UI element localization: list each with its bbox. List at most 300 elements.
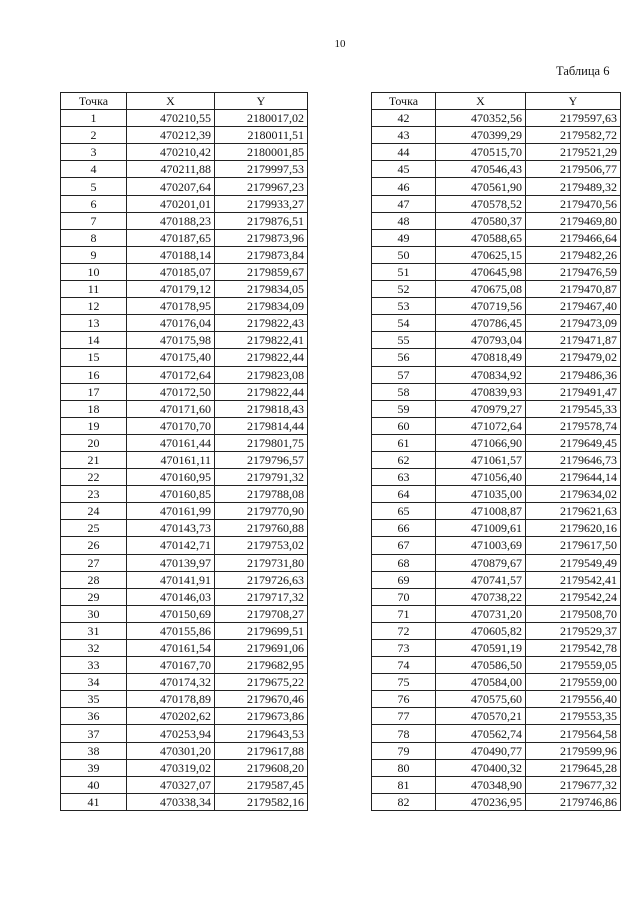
table-row (372, 571, 621, 588)
y-coordinate-cell: 2179545,33 (526, 400, 621, 417)
y-coordinate-cell: 2179466,64 (526, 229, 621, 246)
point-number-cell: 65 (372, 503, 436, 520)
x-coordinate-cell: 470327,07 (127, 776, 215, 793)
point-number-cell: 42 (372, 110, 436, 127)
point-number-cell: 81 (372, 776, 436, 793)
table-row (61, 127, 308, 144)
y-coordinate-cell: 2179564,58 (526, 725, 621, 742)
point-number-cell: 61 (372, 434, 436, 451)
point-number-cell: 72 (372, 622, 436, 639)
x-coordinate-cell: 471066,90 (436, 434, 526, 451)
point-number-cell: 77 (372, 708, 436, 725)
y-coordinate-cell: 2179876,51 (215, 212, 308, 229)
table-row (61, 605, 308, 622)
point-number-cell: 14 (61, 332, 127, 349)
point-number-cell: 2 (61, 127, 127, 144)
y-coordinate-cell: 2179788,08 (215, 486, 308, 503)
point-number-cell: 58 (372, 383, 436, 400)
point-number-cell: 56 (372, 349, 436, 366)
y-coordinate-cell: 2179473,09 (526, 315, 621, 332)
table-row (61, 554, 308, 571)
point-number-cell: 48 (372, 212, 436, 229)
x-coordinate-cell: 470161,54 (127, 640, 215, 657)
table-row (372, 161, 621, 178)
y-coordinate-cell: 2179634,02 (526, 486, 621, 503)
y-coordinate-cell: 2179621,63 (526, 503, 621, 520)
x-coordinate-cell: 470142,71 (127, 537, 215, 554)
table-row (372, 605, 621, 622)
point-number-cell: 63 (372, 469, 436, 486)
x-coordinate-cell: 470150,69 (127, 605, 215, 622)
table-row (61, 246, 308, 263)
table-row (61, 298, 308, 315)
y-coordinate-cell: 2179933,27 (215, 195, 308, 212)
point-number-cell: 10 (61, 263, 127, 280)
y-coordinate-cell: 2179699,51 (215, 622, 308, 639)
point-number-cell: 70 (372, 588, 436, 605)
y-coordinate-cell: 2179859,67 (215, 263, 308, 280)
x-coordinate-cell: 470170,70 (127, 417, 215, 434)
y-coordinate-cell: 2179677,32 (526, 776, 621, 793)
x-coordinate-cell: 470570,21 (436, 708, 526, 725)
x-coordinate-cell: 470575,60 (436, 691, 526, 708)
point-number-cell: 4 (61, 161, 127, 178)
x-coordinate-cell: 470591,19 (436, 640, 526, 657)
point-number-cell: 73 (372, 640, 436, 657)
table-row (372, 657, 621, 674)
table-row (61, 708, 308, 725)
table-row (61, 366, 308, 383)
y-coordinate-cell: 2179873,84 (215, 246, 308, 263)
x-coordinate-cell: 470207,64 (127, 178, 215, 195)
table-row (372, 725, 621, 742)
point-number-cell: 6 (61, 195, 127, 212)
point-number-cell: 66 (372, 520, 436, 537)
y-coordinate-cell: 2179746,86 (526, 793, 621, 810)
y-coordinate-cell: 2179582,72 (526, 127, 621, 144)
y-coordinate-cell: 2179645,28 (526, 759, 621, 776)
table-row (372, 281, 621, 298)
table-row (61, 622, 308, 639)
y-coordinate-cell: 2179997,53 (215, 161, 308, 178)
point-number-cell: 41 (61, 793, 127, 810)
y-coordinate-cell: 2179967,23 (215, 178, 308, 195)
y-coordinate-cell: 2179670,46 (215, 691, 308, 708)
x-coordinate-cell: 470319,02 (127, 759, 215, 776)
table-row (372, 298, 621, 315)
y-coordinate-cell: 2179818,43 (215, 400, 308, 417)
x-coordinate-cell: 470979,27 (436, 400, 526, 417)
x-coordinate-cell: 470588,65 (436, 229, 526, 246)
x-coordinate-cell: 470139,97 (127, 554, 215, 571)
x-coordinate-cell: 470834,92 (436, 366, 526, 383)
point-number-cell: 29 (61, 588, 127, 605)
x-coordinate-cell: 470188,23 (127, 212, 215, 229)
table-row (61, 417, 308, 434)
x-coordinate-cell: 470178,95 (127, 298, 215, 315)
y-coordinate-cell: 2179649,45 (526, 434, 621, 451)
table-row (372, 537, 621, 554)
table-row (372, 195, 621, 212)
y-coordinate-cell: 2179582,16 (215, 793, 308, 810)
table-row (372, 554, 621, 571)
point-number-cell: 51 (372, 263, 436, 280)
table-row (372, 383, 621, 400)
y-coordinate-cell: 2179791,32 (215, 469, 308, 486)
y-coordinate-cell: 2179643,53 (215, 725, 308, 742)
point-number-cell: 46 (372, 178, 436, 195)
point-number-cell: 36 (61, 708, 127, 725)
x-coordinate-cell: 470141,91 (127, 571, 215, 588)
point-number-cell: 32 (61, 640, 127, 657)
point-number-cell: 26 (61, 537, 127, 554)
table-row (372, 776, 621, 793)
point-number-cell: 40 (61, 776, 127, 793)
table-row (372, 793, 621, 810)
y-coordinate-cell: 2180001,85 (215, 144, 308, 161)
x-coordinate-cell: 471035,00 (436, 486, 526, 503)
x-coordinate-cell: 470719,56 (436, 298, 526, 315)
x-coordinate-cell: 471072,64 (436, 417, 526, 434)
x-coordinate-cell: 471056,40 (436, 469, 526, 486)
table-row (372, 144, 621, 161)
table-row (372, 622, 621, 639)
point-number-cell: 69 (372, 571, 436, 588)
table-row (372, 588, 621, 605)
table-row (61, 640, 308, 657)
table-row (372, 110, 621, 127)
x-coordinate-cell: 470253,94 (127, 725, 215, 742)
table-row (61, 434, 308, 451)
x-coordinate-cell: 470839,93 (436, 383, 526, 400)
table-row (372, 759, 621, 776)
x-coordinate-cell: 470675,08 (436, 281, 526, 298)
table-row (372, 127, 621, 144)
point-number-cell: 12 (61, 298, 127, 315)
point-number-cell: 13 (61, 315, 127, 332)
point-number-cell: 49 (372, 229, 436, 246)
table-header-row (61, 93, 308, 110)
table-row (372, 503, 621, 520)
y-coordinate-cell: 2179873,96 (215, 229, 308, 246)
point-number-cell: 23 (61, 486, 127, 503)
x-coordinate-cell: 470171,60 (127, 400, 215, 417)
table-row (61, 588, 308, 605)
x-coordinate-cell: 470562,74 (436, 725, 526, 742)
table-row (61, 742, 308, 759)
point-number-cell: 21 (61, 451, 127, 468)
x-coordinate-cell: 470741,57 (436, 571, 526, 588)
table-row (61, 161, 308, 178)
y-coordinate-cell: 2179834,09 (215, 298, 308, 315)
y-coordinate-cell: 2179822,44 (215, 383, 308, 400)
table-row (61, 571, 308, 588)
x-coordinate-cell: 470201,01 (127, 195, 215, 212)
y-coordinate-cell: 2179471,87 (526, 332, 621, 349)
y-coordinate-cell: 2179529,37 (526, 622, 621, 639)
x-coordinate-cell: 470179,12 (127, 281, 215, 298)
point-number-cell: 22 (61, 469, 127, 486)
y-coordinate-cell: 2179542,78 (526, 640, 621, 657)
x-coordinate-cell: 470175,98 (127, 332, 215, 349)
x-coordinate-cell: 470161,44 (127, 434, 215, 451)
y-coordinate-cell: 2179482,26 (526, 246, 621, 263)
table-row (61, 212, 308, 229)
y-coordinate-cell: 2179620,16 (526, 520, 621, 537)
x-coordinate-cell: 470174,32 (127, 674, 215, 691)
point-number-cell: 17 (61, 383, 127, 400)
table-row (61, 144, 308, 161)
table-row (372, 640, 621, 657)
x-coordinate-cell: 470236,95 (436, 793, 526, 810)
y-coordinate-cell: 2179467,40 (526, 298, 621, 315)
x-coordinate-cell: 470786,45 (436, 315, 526, 332)
x-coordinate-cell: 470188,14 (127, 246, 215, 263)
column-header-y: Y (526, 93, 621, 110)
table-row (61, 383, 308, 400)
point-number-cell: 47 (372, 195, 436, 212)
x-coordinate-cell: 470584,00 (436, 674, 526, 691)
y-coordinate-cell: 2179753,02 (215, 537, 308, 554)
x-coordinate-cell: 470210,42 (127, 144, 215, 161)
y-coordinate-cell: 2179587,45 (215, 776, 308, 793)
y-coordinate-cell: 2179556,40 (526, 691, 621, 708)
y-coordinate-cell: 2179559,05 (526, 657, 621, 674)
y-coordinate-cell: 2179599,96 (526, 742, 621, 759)
y-coordinate-cell: 2179644,14 (526, 469, 621, 486)
column-header-x: X (436, 93, 526, 110)
table-row (372, 434, 621, 451)
x-coordinate-cell: 470645,98 (436, 263, 526, 280)
y-coordinate-cell: 2179542,41 (526, 571, 621, 588)
column-header-y: Y (215, 93, 308, 110)
point-number-cell: 75 (372, 674, 436, 691)
table-row (372, 451, 621, 468)
table-row (61, 451, 308, 468)
column-header-point: Точка (61, 93, 127, 110)
y-coordinate-cell: 2179801,75 (215, 434, 308, 451)
point-number-cell: 53 (372, 298, 436, 315)
x-coordinate-cell: 470161,11 (127, 451, 215, 468)
x-coordinate-cell: 470155,86 (127, 622, 215, 639)
x-coordinate-cell: 470143,73 (127, 520, 215, 537)
point-number-cell: 9 (61, 246, 127, 263)
table-row (372, 674, 621, 691)
table-row (372, 315, 621, 332)
y-coordinate-cell: 2179691,06 (215, 640, 308, 657)
y-coordinate-cell: 2179617,88 (215, 742, 308, 759)
point-number-cell: 5 (61, 178, 127, 195)
y-coordinate-cell: 2179508,70 (526, 605, 621, 622)
table-row (372, 332, 621, 349)
x-coordinate-cell: 470586,50 (436, 657, 526, 674)
x-coordinate-cell: 470176,04 (127, 315, 215, 332)
point-number-cell: 43 (372, 127, 436, 144)
y-coordinate-cell: 2179646,73 (526, 451, 621, 468)
point-number-cell: 55 (372, 332, 436, 349)
table-header-row (372, 93, 621, 110)
point-number-cell: 79 (372, 742, 436, 759)
y-coordinate-cell: 2179822,41 (215, 332, 308, 349)
table-row (372, 486, 621, 503)
x-coordinate-cell: 470146,03 (127, 588, 215, 605)
y-coordinate-cell: 2180017,02 (215, 110, 308, 127)
y-coordinate-cell: 2179834,05 (215, 281, 308, 298)
table-row (372, 742, 621, 759)
y-coordinate-cell: 2179470,87 (526, 281, 621, 298)
point-number-cell: 16 (61, 366, 127, 383)
y-coordinate-cell: 2179553,35 (526, 708, 621, 725)
y-coordinate-cell: 2179559,00 (526, 674, 621, 691)
table-row (372, 520, 621, 537)
table-row (61, 281, 308, 298)
point-number-cell: 57 (372, 366, 436, 383)
y-coordinate-cell: 2179597,63 (526, 110, 621, 127)
page-number: 10 (334, 38, 346, 50)
point-number-cell: 15 (61, 349, 127, 366)
y-coordinate-cell: 2179708,27 (215, 605, 308, 622)
y-coordinate-cell: 2179675,22 (215, 674, 308, 691)
y-coordinate-cell: 2180011,51 (215, 127, 308, 144)
point-number-cell: 60 (372, 417, 436, 434)
table-row (61, 759, 308, 776)
point-number-cell: 68 (372, 554, 436, 571)
y-coordinate-cell: 2179822,44 (215, 349, 308, 366)
x-coordinate-cell: 470818,49 (436, 349, 526, 366)
x-coordinate-cell: 471061,57 (436, 451, 526, 468)
point-number-cell: 78 (372, 725, 436, 742)
table-row (372, 417, 621, 434)
point-number-cell: 24 (61, 503, 127, 520)
x-coordinate-cell: 470352,56 (436, 110, 526, 127)
x-coordinate-cell: 470580,37 (436, 212, 526, 229)
x-coordinate-cell: 470338,34 (127, 793, 215, 810)
y-coordinate-cell: 2179469,80 (526, 212, 621, 229)
table-row (61, 229, 308, 246)
table-row (61, 315, 308, 332)
point-number-cell: 3 (61, 144, 127, 161)
point-number-cell: 1 (61, 110, 127, 127)
point-number-cell: 44 (372, 144, 436, 161)
table-row (61, 178, 308, 195)
x-coordinate-cell: 470175,40 (127, 349, 215, 366)
y-coordinate-cell: 2179506,77 (526, 161, 621, 178)
point-number-cell: 52 (372, 281, 436, 298)
y-coordinate-cell: 2179760,88 (215, 520, 308, 537)
point-number-cell: 76 (372, 691, 436, 708)
point-number-cell: 11 (61, 281, 127, 298)
y-coordinate-cell: 2179489,32 (526, 178, 621, 195)
y-coordinate-cell: 2179822,43 (215, 315, 308, 332)
x-coordinate-cell: 470172,50 (127, 383, 215, 400)
x-coordinate-cell: 470625,15 (436, 246, 526, 263)
table-row (372, 229, 621, 246)
table-row (61, 537, 308, 554)
point-number-cell: 33 (61, 657, 127, 674)
y-coordinate-cell: 2179682,95 (215, 657, 308, 674)
x-coordinate-cell: 471003,69 (436, 537, 526, 554)
x-coordinate-cell: 470731,20 (436, 605, 526, 622)
point-number-cell: 59 (372, 400, 436, 417)
table-row (372, 246, 621, 263)
y-coordinate-cell: 2179486,36 (526, 366, 621, 383)
y-coordinate-cell: 2179796,57 (215, 451, 308, 468)
point-number-cell: 62 (372, 451, 436, 468)
point-number-cell: 27 (61, 554, 127, 571)
x-coordinate-cell: 470793,04 (436, 332, 526, 349)
x-coordinate-cell: 470399,29 (436, 127, 526, 144)
table-row (61, 503, 308, 520)
table-row (372, 349, 621, 366)
table-row (61, 110, 308, 127)
point-number-cell: 30 (61, 605, 127, 622)
point-number-cell: 35 (61, 691, 127, 708)
point-number-cell: 19 (61, 417, 127, 434)
y-coordinate-cell: 2179823,08 (215, 366, 308, 383)
x-coordinate-cell: 470605,82 (436, 622, 526, 639)
x-coordinate-cell: 470160,95 (127, 469, 215, 486)
point-number-cell: 18 (61, 400, 127, 417)
y-coordinate-cell: 2179731,80 (215, 554, 308, 571)
y-coordinate-cell: 2179542,24 (526, 588, 621, 605)
y-coordinate-cell: 2179491,47 (526, 383, 621, 400)
table-row (61, 263, 308, 280)
x-coordinate-cell: 470185,07 (127, 263, 215, 280)
y-coordinate-cell: 2179608,20 (215, 759, 308, 776)
table-row (372, 400, 621, 417)
table-row (61, 469, 308, 486)
y-coordinate-cell: 2179726,63 (215, 571, 308, 588)
point-number-cell: 50 (372, 246, 436, 263)
x-coordinate-cell: 470211,88 (127, 161, 215, 178)
x-coordinate-cell: 470212,39 (127, 127, 215, 144)
point-number-cell: 39 (61, 759, 127, 776)
table-row (61, 520, 308, 537)
y-coordinate-cell: 2179578,74 (526, 417, 621, 434)
x-coordinate-cell: 470400,32 (436, 759, 526, 776)
table-row (372, 212, 621, 229)
x-coordinate-cell: 470515,70 (436, 144, 526, 161)
table-row (61, 195, 308, 212)
x-coordinate-cell: 470490,77 (436, 742, 526, 759)
y-coordinate-cell: 2179479,02 (526, 349, 621, 366)
x-coordinate-cell: 470161,99 (127, 503, 215, 520)
table-row (61, 674, 308, 691)
table-row (61, 691, 308, 708)
x-coordinate-cell: 470160,85 (127, 486, 215, 503)
x-coordinate-cell: 470187,65 (127, 229, 215, 246)
x-coordinate-cell: 470578,52 (436, 195, 526, 212)
x-coordinate-cell: 470879,67 (436, 554, 526, 571)
table-row (61, 776, 308, 793)
y-coordinate-cell: 2179717,32 (215, 588, 308, 605)
point-number-cell: 38 (61, 742, 127, 759)
point-number-cell: 45 (372, 161, 436, 178)
point-number-cell: 82 (372, 793, 436, 810)
x-coordinate-cell: 470738,22 (436, 588, 526, 605)
point-number-cell: 28 (61, 571, 127, 588)
coordinates-table-right (371, 92, 621, 811)
x-coordinate-cell: 470348,90 (436, 776, 526, 793)
y-coordinate-cell: 2179770,90 (215, 503, 308, 520)
x-coordinate-cell: 470561,90 (436, 178, 526, 195)
point-number-cell: 7 (61, 212, 127, 229)
table-row (372, 691, 621, 708)
x-coordinate-cell: 470172,64 (127, 366, 215, 383)
y-coordinate-cell: 2179673,86 (215, 708, 308, 725)
point-number-cell: 67 (372, 537, 436, 554)
table-row (61, 349, 308, 366)
